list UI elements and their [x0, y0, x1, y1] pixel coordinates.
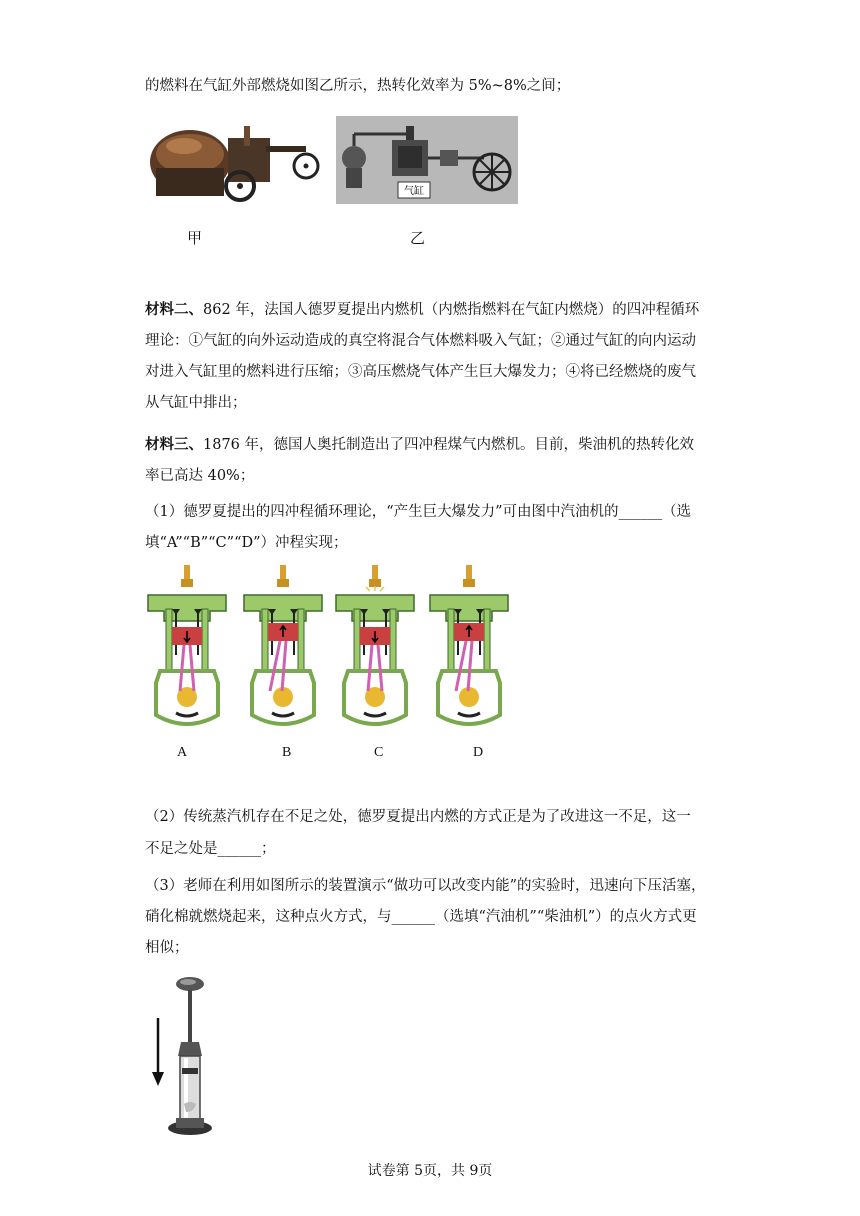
four-stroke-engine-diagrams: [146, 565, 522, 735]
down-arrow-icon: [152, 1072, 164, 1086]
steam-carriage-image: [148, 116, 320, 206]
page-footer: 试卷第 5页，共 9页: [367, 1163, 493, 1179]
intro-text: 的燃料在气缸外部燃烧如图乙所示，热转化效率为 5%~8%之间；: [145, 78, 571, 94]
material3-line2: 率已高达 40%；: [145, 468, 255, 484]
material2-line2: 理论：①气缸的向外运动造成的真空将混合气体燃料吸入气缸；②通过气缸的向内运动: [145, 333, 696, 349]
q2-line1: （2）传统蒸汽机存在不足之处，德罗夏提出内燃的方式正是为了改进这一不足，这一: [145, 809, 691, 825]
q3-answer-blank[interactable]: ______: [391, 909, 435, 925]
material2-line1: 材料二、862 年，法国人德罗夏提出内燃机（内燃指燃料在气缸内燃烧）的四冲程循环: [145, 301, 700, 318]
engine-label-d: D: [473, 745, 484, 760]
material2-heading: 材料二、: [145, 301, 203, 318]
q2-line2: 不足之处是______；: [145, 841, 276, 857]
engine-label-b: B: [282, 745, 292, 760]
q1-line1: （1）德罗夏提出的四冲程循环理论，“产生巨大爆发力”可由图中汽油机的______（选: [145, 504, 692, 520]
piston-apparatus-image: [148, 972, 218, 1140]
engine-label-a: A: [177, 745, 188, 760]
caption-jia: 甲: [187, 229, 203, 247]
material2-line4: 从气缸中排出；: [145, 395, 247, 411]
q3-line2: 硝化棉就燃烧起来，这种点火方式，与______（选填“汽油机”“柴油机”）的点火方式更: [145, 909, 697, 925]
material3-line1: 材料三、1876 年，德国人奥托制造出了四冲程煤气内燃机。目前，柴油机的热转化效: [145, 436, 695, 453]
q3-line3: 相似；: [145, 940, 189, 956]
q1-answer-blank[interactable]: ______: [618, 504, 663, 520]
q2-answer-blank[interactable]: ______: [217, 841, 261, 857]
caption-yi: 乙: [410, 229, 426, 247]
material3-heading: 材料三、: [145, 436, 203, 453]
q3-line1: （3）老师在利用如图所示的装置演示“做功可以改变内能”的实验时，迅速向下压活塞，: [145, 878, 706, 894]
q1-line2: 填“A”“B”“C”“D”）冲程实现；: [145, 535, 348, 551]
engine-label-c: C: [374, 745, 384, 760]
cylinder-label: 气缸: [404, 186, 424, 197]
steam-engine-diagram: [336, 116, 518, 204]
material2-line3: 对进入气缸里的燃料进行压缩；③高压燃烧气体产生巨大爆发力；④将已经燃烧的废气: [145, 364, 696, 380]
